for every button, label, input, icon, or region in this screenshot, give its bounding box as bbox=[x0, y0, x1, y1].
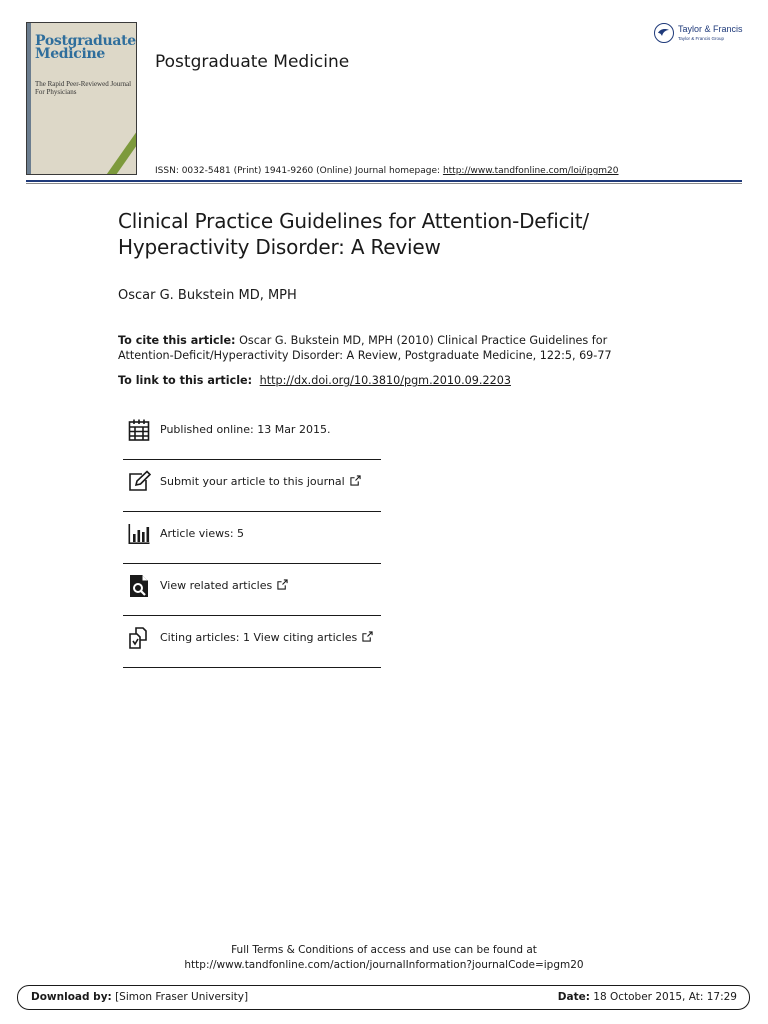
cover-strip bbox=[100, 127, 137, 175]
citation bbox=[118, 333, 658, 363]
article-info-list bbox=[123, 408, 381, 668]
doi-link[interactable]: http://dx.doi.org/10.3810/pgm.2010.09.2203 bbox=[259, 374, 511, 387]
cover-title: Postgraduate Medicine bbox=[35, 33, 136, 62]
citing-articles-link[interactable] bbox=[160, 631, 373, 644]
issn-text: ISSN: 0032-5481 (Print) 1941-9260 (Online) Journal homepage: bbox=[155, 166, 441, 176]
header-rule-thin bbox=[26, 183, 742, 184]
journal-title: Postgraduate Medicine bbox=[155, 52, 350, 72]
journal-homepage-link[interactable]: http://www.tandfonline.com/loi/ipgm20 bbox=[442, 166, 619, 176]
issn-line bbox=[155, 166, 619, 176]
info-related[interactable] bbox=[123, 564, 381, 616]
article-title: Clinical Practice Guidelines for Attention-Deficit/ Hyperactivity Disorder: A Review bbox=[118, 209, 589, 259]
calendar-icon bbox=[127, 418, 151, 442]
download-info bbox=[31, 991, 248, 1003]
info-submit[interactable] bbox=[123, 460, 381, 512]
published-date: Published online: 13 Mar 2015. bbox=[160, 423, 331, 436]
info-citing[interactable] bbox=[123, 616, 381, 668]
external-link-icon bbox=[362, 631, 373, 642]
date-label: Date: bbox=[557, 991, 590, 1003]
article-views: Article views: 5 bbox=[160, 527, 245, 540]
publisher-name: Taylor & Francis bbox=[678, 24, 743, 34]
submit-article-link[interactable] bbox=[160, 475, 361, 488]
date-value: 18 October 2015, At: 17:29 bbox=[593, 991, 737, 1003]
cover-subtitle: The Rapid Peer-Reviewed Journal For Physicians bbox=[35, 80, 132, 96]
publisher-subname: Taylor & Francis Group bbox=[678, 36, 725, 41]
article-author: Oscar G. Bukstein MD, MPH bbox=[118, 288, 297, 303]
terms-notice bbox=[0, 943, 768, 973]
submit-label: Submit your article to this journal bbox=[160, 475, 345, 488]
terms-line-1: Full Terms & Conditions of access and use can be found at bbox=[231, 944, 537, 956]
cite-label: To cite this article: bbox=[118, 334, 236, 347]
article-link bbox=[118, 374, 511, 387]
bar-chart-icon bbox=[127, 522, 151, 546]
citing-label: Citing articles: 1 View citing articles bbox=[160, 631, 358, 644]
publisher-logo-icon bbox=[654, 23, 674, 43]
download-label: Download by: bbox=[31, 991, 112, 1003]
edit-icon bbox=[127, 470, 151, 494]
download-footer bbox=[17, 985, 750, 1010]
info-published bbox=[123, 408, 381, 460]
cover-edge bbox=[27, 23, 31, 175]
header-rule bbox=[26, 180, 742, 182]
citing-articles-icon bbox=[127, 626, 151, 650]
document-search-icon bbox=[127, 574, 151, 598]
link-label: To link to this article: bbox=[118, 374, 253, 387]
info-views bbox=[123, 512, 381, 564]
related-articles-link[interactable] bbox=[160, 579, 288, 592]
terms-url[interactable]: http://www.tandfonline.com/action/journalInformation?journalCode=ipgm20 bbox=[184, 959, 584, 971]
external-link-icon bbox=[277, 579, 288, 590]
publisher-logo bbox=[654, 22, 754, 46]
journal-cover-image bbox=[26, 22, 137, 175]
external-link-icon bbox=[350, 475, 361, 486]
download-value: [Simon Fraser University] bbox=[115, 991, 249, 1003]
date-info bbox=[558, 991, 737, 1003]
cite-text: Oscar G. Bukstein MD, MPH (2010) Clinical Practice Guidelines for Attention-Deficit/Hyperactivity Disorder: A Review, Postgraduate Medicine, 122:5, 69-77 bbox=[118, 334, 612, 362]
related-label: View related articles bbox=[160, 579, 273, 592]
